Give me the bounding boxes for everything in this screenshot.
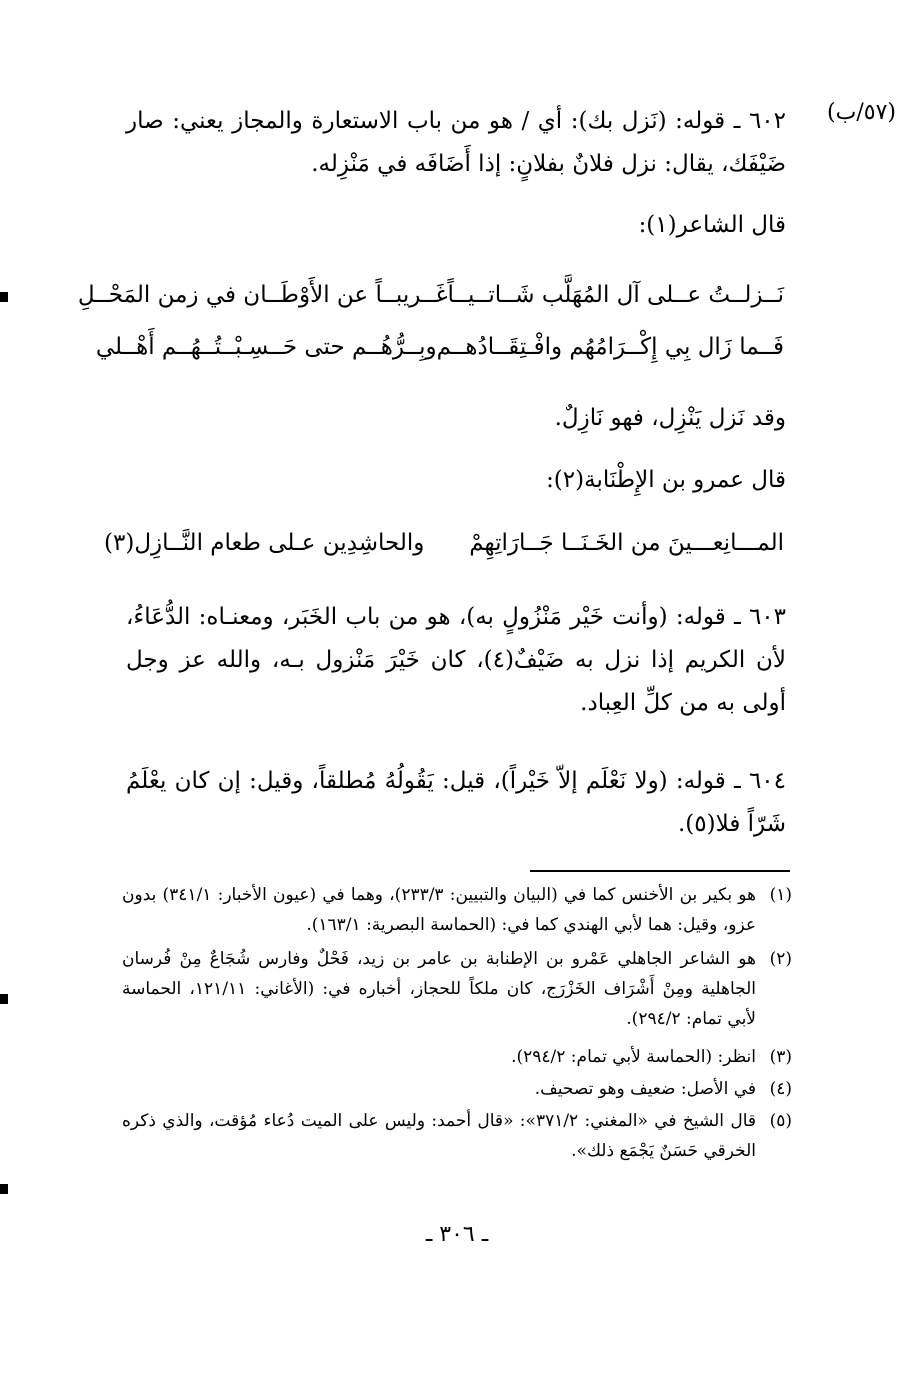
verse-line-2 (95, 334, 784, 360)
footnote-number: (٥) (769, 1111, 792, 1131)
nazil-line: وقد نَزل يَنْزِل، فهو نَازِلٌ. (554, 405, 786, 431)
verse-line-3 (104, 530, 784, 556)
paragraph-604: ٦٠٤ ـ قوله: (ولا نَعْلَم إلاّ خَيْراً)، قيل: يَقُولُهُ مُطلقاً، وقيل: إن كان يعْلَمُ شَرّاً فلا(٥). (126, 768, 786, 837)
footnote-text: في الأصل: ضعيف وهو تصحيف. (534, 1079, 756, 1099)
footnote-number: (٢) (769, 949, 792, 969)
footnote-separator (530, 870, 790, 872)
verse-line-1 (77, 282, 784, 308)
scan-edge-mark (0, 292, 8, 302)
paragraph-603: ٦٠٣ ـ قوله: (وأنت خَيْر مَنْزُولٍ به)، هو من باب الخَبَر، ومعنـاه: الدُّعَاءُ، لأن الكريم إذا نزل به ضَيْفٌ(٤)، كان خَيْرَ مَنْزول بـه، والله عز وجل أولى به من كلِّ العِباد. (126, 604, 786, 716)
verse-1-first-hemistich: نَــزلــتُ عــلى آل المُهَلَّب شَــاتــيــاً (447, 282, 784, 308)
verse-1-second-hemistich: غَــريبــاً عن الأَوْطَــان في زمن المَحْــلِ (77, 282, 448, 308)
paragraph-602: ٦٠٢ ـ قوله: (نَزل بك): أي / هو من باب الاستعارة والمجاز يعني: صار ضَيْفَك، يقال: نزل فلانٌ بفلانٍ: إذا أَضَافَه في مَنْزِله. (126, 108, 786, 177)
verse-2-second-hemistich: وبِــرُّهُــم حتى حَــسِـبْــتُــهُــم أَهْــلي (95, 334, 437, 360)
footnote-4 (122, 1074, 792, 1104)
poet-intro: قال الشاعر(١): (638, 212, 786, 238)
footnote-number: (٤) (769, 1079, 792, 1099)
scan-edge-mark (0, 1184, 8, 1194)
footnote-text: انظر: (الحماسة لأبي تمام: ٢٩٤/٢). (511, 1047, 756, 1067)
amr-intro: قال عمرو بن الإِطْنَابة(٢): (546, 467, 786, 493)
page-number: ـ ٣٠٦ ـ (425, 1222, 489, 1247)
footnote-3 (122, 1042, 792, 1072)
footnote-number: (١) (769, 885, 792, 905)
footnote-5 (122, 1106, 792, 1166)
margin-reference: (٥٧/ب) (827, 100, 896, 125)
verse-3-first-hemistich: المـــانِعـــينَ من الخَـنَــا جَــارَاتِهِمْ (469, 530, 784, 556)
footnote-text: هو الشاعر الجاهلي عَمْرو بن الإطنابة بن عامر بن زيد، فَحْلٌ وفارس شُجَاعٌ مِنْ فُرسان الجاهلية ومِنْ أَشْرَاف الخَزْرَج، كان ملكاً للحجاز، أخباره في: (الأغاني: ١٢١/١١، الحماسة لأبي تمام: ٢٩٤/٢). (122, 949, 756, 1029)
footnote-1 (122, 880, 792, 940)
footnote-2 (122, 944, 792, 1034)
footnote-text: قال الشيخ في «المغني: ٣٧١/٢»: «قال أحمد: وليس على الميت دُعاء مُؤقت، والذي ذكره الخرقي حَسَنٌ يَجْمَع ذلك». (122, 1111, 757, 1161)
footnote-text: هو بكير بن الأخنس كما في (البيان والتبيين: ٢٣٣/٣)، وهما في (عيون الأخبار: ٣٤١/١) بدون عزو، وقيل: هما لأبي الهندي كما في: (الحماسة البصرية: ١٦٣/١). (122, 885, 756, 935)
verse-2-first-hemistich: فَــما زَال بِي إِكْــرَامُهُم وافْـتِقَــادُهــم (436, 334, 784, 360)
scan-edge-mark (0, 994, 8, 1004)
verse-3-second-hemistich: والحاشِدِين عـلى طعام النَّــازِل(٣) (104, 530, 425, 556)
footnote-number: (٣) (769, 1047, 792, 1067)
